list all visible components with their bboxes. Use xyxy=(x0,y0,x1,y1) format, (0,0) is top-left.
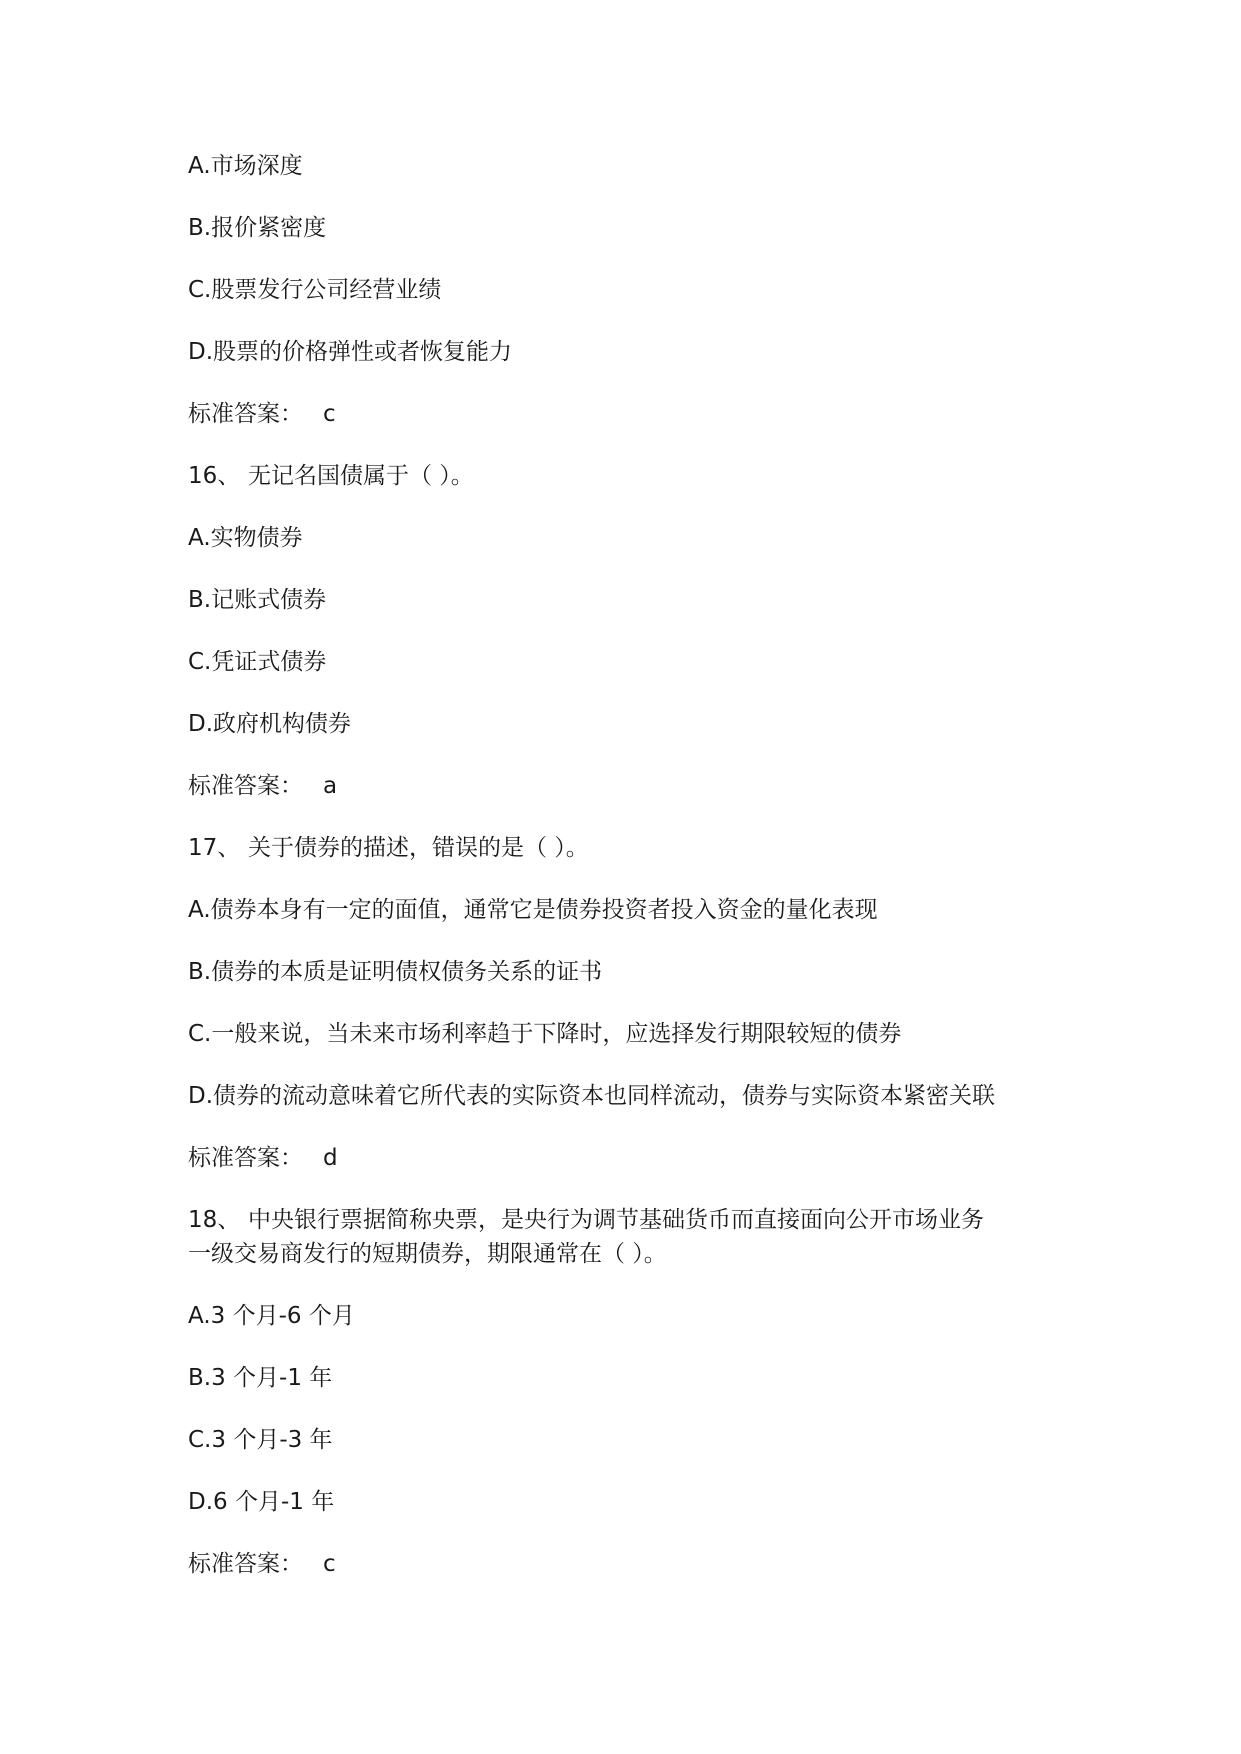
question-text-line2: 一级交易商发行的短期债券，期限通常在（ ）。 xyxy=(188,1241,667,1267)
option-d: D.股票的价格弹性或者恢复能力 xyxy=(188,339,513,365)
answer-value: c xyxy=(323,401,336,427)
option-b: B.记账式债券 xyxy=(188,587,327,613)
option-a: A.债券本身有一定的面值，通常它是债券投资者投入资金的量化表现 xyxy=(188,897,878,923)
option-d: D.政府机构债券 xyxy=(188,711,352,737)
option-d: D.债券的流动意味着它所代表的实际资本也同样流动，债券与实际资本紧密关联 xyxy=(188,1083,996,1109)
option-b: B.3 个月-1 年 xyxy=(188,1365,333,1391)
option-c: C.3 个月-3 年 xyxy=(188,1427,333,1453)
question-text-line1: 中央银行票据简称央票，是央行为调节基础货币而直接面向公开市场业务 xyxy=(248,1207,984,1233)
option-a: A.市场深度 xyxy=(188,153,303,179)
answer-line xyxy=(188,770,337,802)
answer-line xyxy=(188,398,336,430)
question-number: 18、 xyxy=(188,1207,241,1233)
question-number: 17、 xyxy=(188,835,241,861)
question-18 xyxy=(188,1204,984,1236)
question-text: 关于债券的描述，错误的是（ ）。 xyxy=(248,835,589,861)
option-a: A.3 个月-6 个月 xyxy=(188,1303,355,1329)
answer-line xyxy=(188,1548,336,1580)
option-c: C.股票发行公司经营业绩 xyxy=(188,277,442,303)
answer-value: c xyxy=(323,1551,336,1577)
option-a: A.实物债券 xyxy=(188,525,303,551)
question-17 xyxy=(188,832,589,864)
option-c: C.凭证式债券 xyxy=(188,649,327,675)
option-c: C.一般来说，当未来市场利率趋于下降时，应选择发行期限较短的债券 xyxy=(188,1021,902,1047)
answer-label: 标准答案： xyxy=(188,401,303,427)
answer-label: 标准答案： xyxy=(188,1145,303,1171)
question-text: 无记名国债属于（ ）。 xyxy=(248,463,474,489)
answer-value: a xyxy=(323,773,338,799)
option-b: B.报价紧密度 xyxy=(188,215,327,241)
answer-label: 标准答案： xyxy=(188,773,303,799)
question-16 xyxy=(188,460,474,492)
answer-label: 标准答案： xyxy=(188,1551,303,1577)
question-number: 16、 xyxy=(188,463,241,489)
answer-line xyxy=(188,1142,338,1174)
answer-value: d xyxy=(323,1145,338,1171)
option-b: B.债券的本质是证明债权债务关系的证书 xyxy=(188,959,603,985)
option-d: D.6 个月-1 年 xyxy=(188,1489,335,1515)
